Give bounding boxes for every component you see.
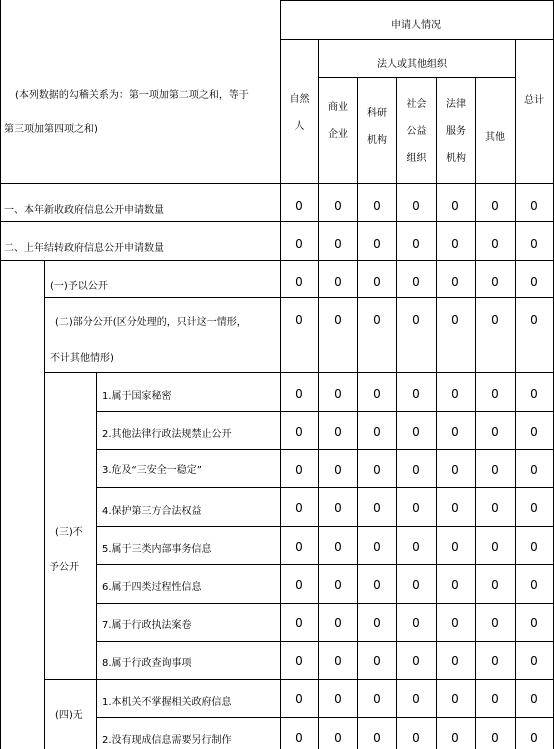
- cell-s6-legal: 0: [451, 578, 459, 592]
- cell-s8-social: 0: [412, 654, 420, 668]
- cell-u2-research: 0: [373, 731, 381, 745]
- header-legal-person-group: 法人或其他组织: [377, 59, 447, 70]
- cell-s3-commercial: 0: [334, 463, 342, 477]
- rule-s3: [96, 487, 554, 488]
- cell-s6-total: 0: [530, 578, 538, 592]
- cell-s7-other: 0: [491, 616, 499, 630]
- sub-law-prohibited-label: 2.其他法律行政法规禁止公开: [102, 429, 232, 440]
- rule-col-research: [357, 77, 358, 749]
- cell-s2-legal: 0: [451, 425, 459, 439]
- group-unable-label: (四)无: [55, 710, 83, 721]
- cell-r2-other: 0: [491, 237, 499, 251]
- rule-row4: [44, 372, 554, 373]
- cell-s1-total: 0: [530, 387, 538, 401]
- cell-r1-other: 0: [491, 199, 499, 213]
- cell-s2-natural: 0: [295, 425, 303, 439]
- cell-u2-natural: 0: [295, 731, 303, 745]
- cell-s4-social: 0: [412, 501, 420, 515]
- sub-query-matter-label: 8.属于行政查询事项: [102, 658, 192, 669]
- cell-s6-other: 0: [491, 578, 499, 592]
- cell-u1-legal: 0: [451, 692, 459, 706]
- cell-r1-research: 0: [373, 199, 381, 213]
- header-note-line2: 第三项加第四项之和): [4, 124, 98, 135]
- sub-third-party-label: 4.保护第三方合法权益: [102, 506, 202, 517]
- cell-r4-research: 0: [373, 313, 381, 327]
- cell-r1-natural: 0: [295, 199, 303, 213]
- col-header-social-welfare: [397, 91, 436, 172]
- col-header-research-l2: 机构: [367, 135, 387, 146]
- col-header-legal-service-l3: 机构: [446, 153, 466, 164]
- sub-three-safety-label: 3.危及“三安全一稳定”: [102, 465, 202, 476]
- cell-s7-total: 0: [530, 616, 538, 630]
- sub-enforcement-file-label: 7.属于行政执法案卷: [102, 620, 192, 631]
- cell-s8-research: 0: [373, 654, 381, 668]
- cell-s5-legal: 0: [451, 540, 459, 554]
- cell-r4-commercial: 0: [334, 313, 342, 327]
- cell-u2-social: 0: [412, 731, 420, 745]
- cell-s2-commercial: 0: [334, 425, 342, 439]
- cell-s3-legal: 0: [451, 463, 459, 477]
- cell-r1-social: 0: [412, 199, 420, 213]
- cell-s6-natural: 0: [295, 578, 303, 592]
- cell-s7-social: 0: [412, 616, 420, 630]
- rule-s7: [96, 641, 554, 642]
- rule-row1: [0, 221, 554, 222]
- rule-s4: [96, 526, 554, 527]
- col-header-commercial-l2: 企业: [328, 129, 348, 140]
- rule-col-other: [475, 77, 476, 749]
- col-header-natural-person-l2: 人: [294, 121, 305, 132]
- cell-s1-natural: 0: [295, 387, 303, 401]
- cell-s6-commercial: 0: [334, 578, 342, 592]
- sub-state-secret-label: 1.属于国家秘密: [102, 391, 172, 402]
- rule-u1: [96, 717, 554, 718]
- cell-s4-natural: 0: [295, 501, 303, 515]
- cell-r2-commercial: 0: [334, 237, 342, 251]
- row-partial-label-line1: (二)部分公开(区分处理的，只计这一情形，: [55, 317, 247, 328]
- cell-s3-social: 0: [412, 463, 420, 477]
- header-note-line1: (本列数据的勾稽关系为：第一项加第二项之和，等于: [15, 90, 249, 101]
- cell-r2-total: 0: [530, 237, 538, 251]
- col-header-legal-service-l1: 法律: [446, 99, 466, 110]
- cell-r3-natural: 0: [295, 275, 303, 289]
- cell-s6-social: 0: [412, 578, 420, 592]
- cell-r3-legal: 0: [451, 275, 459, 289]
- cell-s3-natural: 0: [295, 463, 303, 477]
- cell-r3-social: 0: [412, 275, 420, 289]
- cell-s6-research: 0: [373, 578, 381, 592]
- cell-s2-social: 0: [412, 425, 420, 439]
- cell-s8-commercial: 0: [334, 654, 342, 668]
- cell-s7-research: 0: [373, 616, 381, 630]
- rule-s5: [96, 564, 554, 565]
- cell-s4-research: 0: [373, 501, 381, 515]
- cell-u1-social: 0: [412, 692, 420, 706]
- rule-header-bottom: [0, 183, 554, 184]
- cell-r3-other: 0: [491, 275, 499, 289]
- rule-s6: [96, 603, 554, 604]
- group-not-disclosed-label-line1: (三)不: [55, 527, 83, 538]
- cell-s1-research: 0: [373, 387, 381, 401]
- cell-r1-commercial: 0: [334, 199, 342, 213]
- cell-s2-other: 0: [491, 425, 499, 439]
- sub-process-info-label: 6.属于四类过程性信息: [102, 582, 202, 593]
- rule-subgroup-col: [96, 372, 97, 749]
- rule-s2: [96, 449, 554, 450]
- cell-u2-legal: 0: [451, 731, 459, 745]
- rule-s1: [96, 411, 554, 412]
- cell-u2-total: 0: [530, 731, 538, 745]
- cell-r4-total: 0: [530, 313, 538, 327]
- cell-r4-other: 0: [491, 313, 499, 327]
- cell-s1-social: 0: [412, 387, 420, 401]
- sub-need-create-label: 2.没有现成信息需要另行制作: [102, 735, 232, 746]
- cell-r2-natural: 0: [295, 237, 303, 251]
- cell-s5-social: 0: [412, 540, 420, 554]
- col-header-total: 总计: [524, 95, 544, 106]
- cell-s1-other: 0: [491, 387, 499, 401]
- rule-left: [0, 0, 1, 749]
- cell-u2-other: 0: [491, 731, 499, 745]
- cell-s7-commercial: 0: [334, 616, 342, 630]
- group-not-disclosed-label-line2: 予公开: [49, 562, 79, 573]
- cell-s8-legal: 0: [451, 654, 459, 668]
- rule-header-mid: [280, 39, 554, 40]
- cell-u1-other: 0: [491, 692, 499, 706]
- cell-s8-total: 0: [530, 654, 538, 668]
- cell-s7-legal: 0: [451, 616, 459, 630]
- rule-col-legal: [436, 77, 437, 749]
- cell-s2-total: 0: [530, 425, 538, 439]
- cell-u1-natural: 0: [295, 692, 303, 706]
- col-header-other: 其他: [485, 132, 505, 143]
- cell-s5-commercial: 0: [334, 540, 342, 554]
- col-header-research: [358, 100, 396, 154]
- rule-col-social: [396, 77, 397, 749]
- cell-s3-other: 0: [491, 463, 499, 477]
- cell-r4-legal: 0: [451, 313, 459, 327]
- cell-r2-research: 0: [373, 237, 381, 251]
- cell-s4-commercial: 0: [334, 501, 342, 515]
- cell-r2-social: 0: [412, 237, 420, 251]
- cell-s5-natural: 0: [295, 540, 303, 554]
- cell-s5-total: 0: [530, 540, 538, 554]
- cell-s8-other: 0: [491, 654, 499, 668]
- cell-s5-research: 0: [373, 540, 381, 554]
- col-header-social-welfare-l3: 组织: [406, 153, 427, 164]
- cell-r4-natural: 0: [295, 313, 303, 327]
- cell-r1-legal: 0: [451, 199, 459, 213]
- cell-r2-legal: 0: [451, 237, 459, 251]
- cell-s4-total: 0: [530, 501, 538, 515]
- cell-u1-research: 0: [373, 692, 381, 706]
- rule-top: [280, 0, 554, 1]
- cell-r3-research: 0: [373, 275, 381, 289]
- col-header-legal-service: [437, 91, 475, 172]
- rule-row3: [44, 297, 554, 298]
- cell-u2-commercial: 0: [334, 731, 342, 745]
- cell-s3-research: 0: [373, 463, 381, 477]
- cell-s4-other: 0: [491, 501, 499, 515]
- cell-s4-legal: 0: [451, 501, 459, 515]
- cell-r1-total: 0: [530, 199, 538, 213]
- cell-s2-research: 0: [373, 425, 381, 439]
- cell-s8-natural: 0: [295, 654, 303, 668]
- header-applicant-situation: 申请人情况: [391, 20, 441, 31]
- rule-s8: [44, 679, 554, 680]
- col-header-social-welfare-l1: 社会: [406, 99, 427, 110]
- rule-legal-group: [318, 77, 515, 78]
- cell-s1-commercial: 0: [334, 387, 342, 401]
- cell-u1-total: 0: [530, 692, 538, 706]
- rule-row2: [0, 260, 554, 261]
- row-carried-over-label: 二、上年结转政府信息公开申请数量: [4, 243, 164, 254]
- sub-not-held-label: 1.本机关不掌握相关政府信息: [102, 697, 232, 708]
- col-header-research-l1: 科研: [367, 108, 387, 119]
- cell-r3-total: 0: [530, 275, 538, 289]
- col-header-natural-person-l1: 自然: [289, 94, 310, 105]
- cell-s1-legal: 0: [451, 387, 459, 401]
- row-disclosed-label: (一)予以公开: [50, 281, 108, 292]
- row-new-requests-label: 一、本年新收政府信息公开申请数量: [4, 205, 164, 216]
- row-partial-label-line2: 不计其他情形): [50, 353, 114, 364]
- cell-r4-social: 0: [412, 313, 420, 327]
- rule-col-total: [515, 39, 516, 749]
- cell-r3-commercial: 0: [334, 275, 342, 289]
- col-header-natural-person: [281, 86, 318, 140]
- cell-s3-total: 0: [530, 463, 538, 477]
- sub-internal-affairs-label: 5.属于三类内部事务信息: [102, 544, 212, 555]
- col-header-social-welfare-l2: 公益: [406, 126, 427, 137]
- cell-s7-natural: 0: [295, 616, 303, 630]
- col-header-commercial-l1: 商业: [328, 102, 348, 113]
- cell-s5-other: 0: [491, 540, 499, 554]
- rule-group-col: [44, 260, 45, 749]
- col-header-legal-service-l2: 服务: [446, 126, 466, 137]
- col-header-commercial: [319, 94, 357, 148]
- cell-u1-commercial: 0: [334, 692, 342, 706]
